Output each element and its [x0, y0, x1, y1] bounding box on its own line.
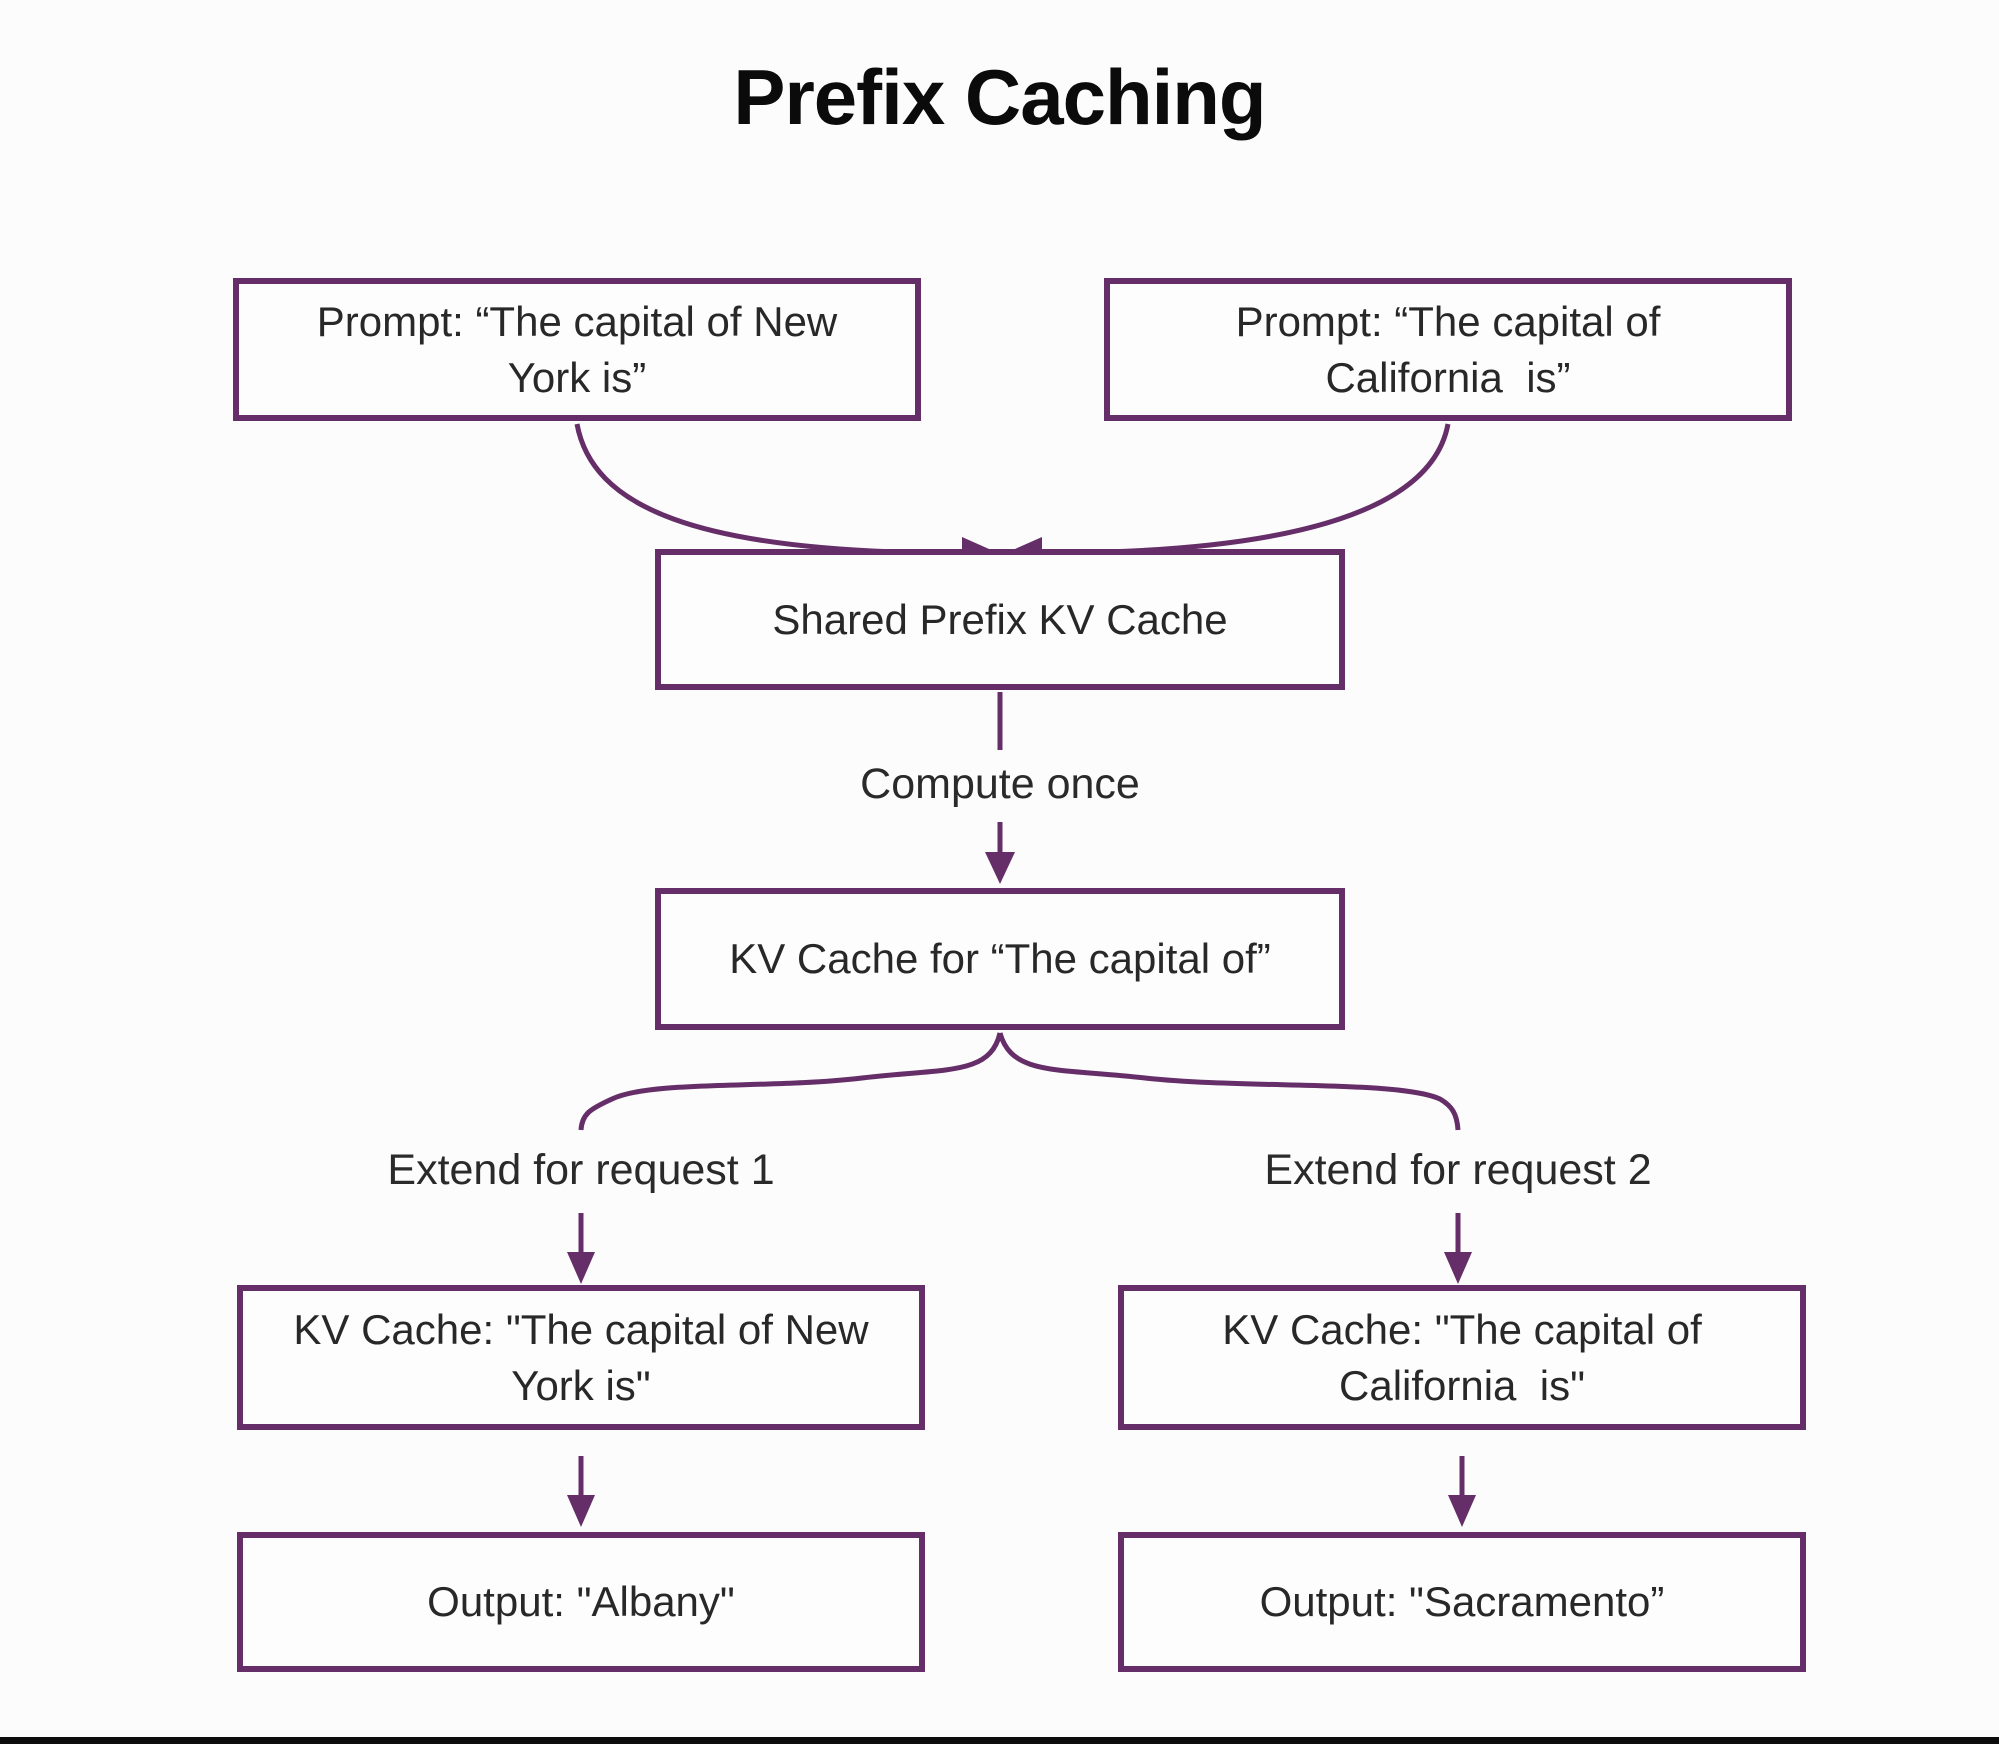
arrowhead-down-icon [1444, 1252, 1472, 1284]
node-kv-cache-california [1118, 1285, 1806, 1430]
node-output-sacramento [1118, 1532, 1806, 1672]
node-prompt-california [1104, 278, 1792, 421]
label-compute-once: Compute once [860, 760, 1140, 808]
node-kv-cache-prefix [655, 888, 1345, 1030]
node-shared-prefix-kv-cache [655, 549, 1345, 690]
node-text-line: California is" [1339, 1361, 1585, 1409]
node-text-line: Output: "Albany" [427, 1578, 735, 1625]
bottom-bar [0, 1737, 1999, 1744]
diagram-title: Prefix Caching [733, 53, 1266, 141]
node-text-line: California is” [1325, 353, 1571, 401]
node-text-line: York is” [507, 353, 647, 401]
brace-split-left [581, 1033, 1000, 1130]
label-extend-request-1: Extend for request 1 [387, 1146, 775, 1194]
node-text-line: KV Cache for “The capital of” [729, 935, 1271, 982]
arc-prompt-ca-to-shared [1042, 424, 1448, 553]
node-text-line: Prompt: “The capital of [1235, 297, 1661, 345]
node-text-line: Prompt: “The capital of New [316, 297, 838, 345]
label-extend-request-2: Extend for request 2 [1264, 1146, 1652, 1194]
arrowhead-down-icon [567, 1495, 595, 1527]
brace-split-right [1000, 1033, 1458, 1130]
node-text-line: KV Cache: "The capital of New [293, 1305, 869, 1353]
node-text-line: KV Cache: "The capital of [1222, 1305, 1702, 1353]
node-output-albany [237, 1532, 925, 1672]
node-text-line: York is" [511, 1361, 651, 1409]
arrowhead-down-icon [985, 852, 1015, 884]
node-kv-cache-new-york [237, 1285, 925, 1430]
node-text-line: Output: "Sacramento” [1259, 1578, 1665, 1625]
node-text-line: Shared Prefix KV Cache [772, 595, 1228, 643]
node-prompt-new-york [233, 278, 921, 421]
arrowhead-down-icon [1448, 1495, 1476, 1527]
arc-prompt-ny-to-shared [577, 424, 962, 553]
arrowhead-down-icon [567, 1252, 595, 1284]
